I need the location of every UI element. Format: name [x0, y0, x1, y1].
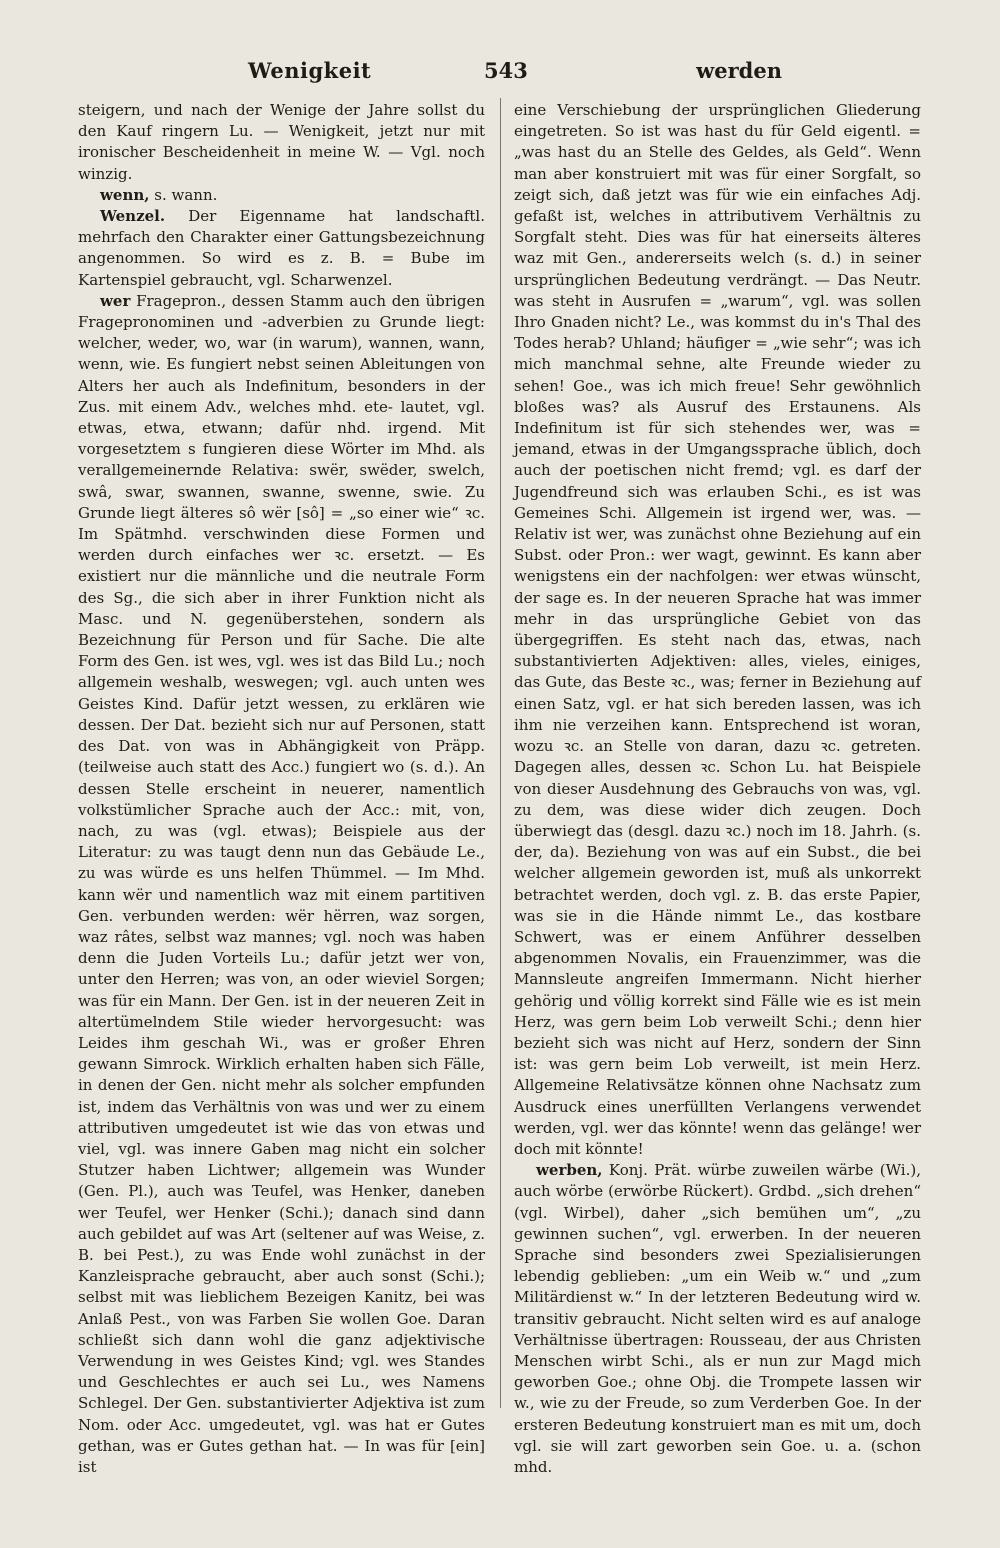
entry-lemma: werben,: [536, 1161, 603, 1180]
left-column: [78, 100, 485, 1476]
column-divider: [500, 98, 501, 1408]
entry-continuation: [78, 100, 485, 185]
entry-text: s. wann.: [149, 185, 218, 204]
header-left-word: Wenigkeit: [248, 58, 372, 83]
running-header: [78, 58, 922, 88]
header-right-word: werden: [696, 58, 782, 83]
entry-lemma: wenn,: [100, 185, 150, 204]
dictionary-entry: [78, 206, 485, 291]
entry-text: Fragepron., dessen Stamm auch den übrigen Fragepronominen und -adverbien zu Grunde liegt: welcher, weder, wo, war (in warum), wannen, wann, wenn, wie. Es fungiert nebst seinen Ableitungen von Alters her auch als Indefinitum, besonders in der Zus. mit einem Adv., welches mhd. ete- lautet, vgl. etwas, etwa, etwann; dafür nhd. irgend. Mit vorgesetztem s fungieren diese Wörter im Mhd. als verallgemeinernde Relativa: swër, swëder, swelch, swâ, swar, swannen, swanne, swenne, swie. Zu Grunde liegt älteres sô wër [sô] = „so einer wie“ ꝛc. Im Spätmhd. verschwinden diese Formen und werden durch einfaches wer ꝛc. ersetzt. — Es existiert nur die männliche und die neutrale Form des Sg., die sich aber in ihrer Funktion nicht als Masc. und N. gegenüberstehen, sondern als Bezeichnung für Person und für Sache. Die alte Form des Gen. ist wes, vgl. wes ist das Bild Lu.; noch allgemein weshalb, weswegen; vgl. auch unten wes Geistes Kind. Dafür jetzt wessen, zu erklären wie dessen. Der Dat. bezieht sich nur auf Personen, statt des Dat. von was in Abhängigkeit von Präpp. (teilweise auch statt des Acc.) fungiert wo (s. d.). An dessen Stelle erscheint in neuerer, namentlich volkstümlicher Sprache auch der Acc.: mit, von, nach, zu was (vgl. etwas); Beispiele aus der Literatur: zu was taugt denn nun das Gebäude Le., zu was würde es uns helfen Thümmel. — Im Mhd. kann wër und namentlich waz mit einem partitiven Gen. verbunden werden: wër hërren, waz sorgen, waz râtes, selbst waz mannes; vgl. noch was haben denn die Juden Vorteils Lu.; dafür jetzt wer von, unter den Herren; was von, an oder wieviel Sorgen; was für ein Mann. Der Gen. ist in der neueren Zeit in altertümelndem Stile wieder hervorgesucht: was Leides ihm geschah Wi., was er großer Ehren gewann Simrock. Wirklich erhalten haben sich Fälle, in denen der Gen. nicht mehr als solcher empfunden ist, indem das Verhältnis von was und wer zu einem attributiven umgedeutet ist wie das von etwas und viel, vgl. was innere Gaben mag nicht ein solcher Stutzer haben Lichtwer; allgemein was Wunder (Gen. Pl.), auch was Teufel, was Henker, daneben wer Teufel, wer Henker (Schi.); danach sind dann auch gebildet auf was Art (seltener auf was Weise, z. B. bei Pest.), zu was Ende wohl zunächst in der Kanzleisprache gebraucht, aber auch sonst (Schi.); selbst mit was lieblichem Bezeigen Kanitz, bei was Anlaß Pest., von was Farben Sie wollen Goe. Daran schließt sich dann wohl die ganz adjektivische Verwendung in wes Geistes Kind; vgl. wes Standes und Geschlechtes er auch sei Lu., wes Namens Schlegel. Der Gen. substantivierter Adjektiva ist zum Nom. oder Acc. umgedeutet, vgl. was hat er Gutes gethan, was er Gutes gethan hat. — In was für [ein] ist: [78, 291, 485, 1476]
entry-continuation: [514, 100, 921, 1160]
entry-lemma: wer: [100, 291, 131, 310]
entry-text: steigern, und nach der Wenige der Jahre sollst du den Kauf ringern Lu. — Wenigkeit, jetzt nur mit ironischer Bescheidenheit in meine W. — Vgl. noch winzig.: [78, 101, 485, 183]
right-column: [514, 100, 921, 1476]
dictionary-entry: [78, 185, 485, 206]
dictionary-entry: [514, 1160, 921, 1478]
entry-text: Konj. Prät. würbe zuweilen wärbe (Wi.), auch wörbe (erwörbe Rückert). Grdbd. „sich drehen“ (vgl. Wirbel), daher „sich bemühen um“, „zu gewinnen suchen“, vgl. erwerben. In der neueren Sprache sind besonders zwei Spezialisierungen lebendig geblieben: „um ein Weib w.“ und „zum Militärdienst w.“ In der letzteren Bedeutung wird w. transitiv gebraucht. Nicht selten wird es auf analoge Verhältnisse übertragen: Rousseau, der aus Christen Menschen wirbt Schi., als er nun zur Magd mich geworben Goe.; ohne Obj. die Trompete lassen wir w., wie zu der Freude, so zum Verderben Goe. In der ersteren Bedeutung konstruiert man es mit um, doch vgl. sie will zart geworben sein Goe. u. a. (schon mhd.: [514, 1161, 921, 1476]
entry-text: eine Verschiebung der ursprünglichen Gliederung eingetreten. So ist was hast du für Geld eigentl. = „was hast du an Stelle des Geldes, als Geld“. Wenn man aber konstruiert mit was für einer Sorgfalt, so zeigt sich, daß jetzt was für wie ein einfaches Adj. gefaßt ist, welches in attributivem Verhältnis zu Sorgfalt steht. Dies was für hat einerseits älteres waz mit Gen., andererseits welch (s. d.) in seiner ursprünglichen Bedeutung verdrängt. — Das Neutr. was steht in Ausrufen = „warum“, vgl. was sollen Ihro Gnaden nicht? Le., was kommst du in's Thal des Todes herab? Uhland; häufiger = „wie sehr“; was ich mich manchmal sehne, alte Freunde wieder zu sehen! Goe., was ich mich freue! Sehr gewöhnlich bloßes was? als Ausruf des Erstaunens. Als Indefinitum ist für sich stehendes wer, was = jemand, etwas in der Umgangssprache üblich, doch auch der poetischen nicht fremd; vgl. es darf der Jugendfreund sich was erlauben Schi., es ist was Gemeines Schi. Allgemein ist irgend wer, was. — Relativ ist wer, was zunächst ohne Beziehung auf ein Subst. oder Pron.: wer wagt, gewinnt. Es kann aber wenigstens ein der nachfolgen: wer etwas wünscht, der sage es. In der neueren Sprache hat was immer mehr in das ursprüngliche Gebiet von das übergegriffen. Es steht nach das, etwas, nach substantivierten Adjektiven: alles, vieles, einiges, das Gute, das Beste ꝛc., was; ferner in Beziehung auf einen Satz, vgl. er hat sich bereden lassen, was ich ihm nie verzeihen kann. Entsprechend ist woran, wozu ꝛc. an Stelle von daran, dazu ꝛc. getreten. Dagegen alles, dessen ꝛc. Schon Lu. hat Beispiele von dieser Ausdehnung des Gebrauchs von was, vgl. zu dem, was diese wider dich zeugen. Doch überwiegt das (desgl. dazu ꝛc.) noch im 18. Jahrh. (s. der, da). Beziehung von was auf ein Subst., die bei welcher allgemein geworden ist, muß als unkorrekt betrachtet werden, doch vgl. z. B. das erste Papier, was sie in die Hände nimmt Le., das kostbare Schwert, was er einem Anführer desselben abgenommen Novalis, ein Frauenzimmer, was die Mannsleute angreifen Immermann. Nicht hierher gehörig und völlig korrekt sind Fälle wie es ist mein Herz, was gern beim Lob verweilt Schi.; denn hier bezieht sich was nicht auf Herz, sondern der Sinn ist: was gern beim Lob verweilt, ist mein Herz. Allgemeine Relativsätze können ohne Nachsatz zum Ausdruck eines unerfüllten Verlangens verwendet werden, vgl. wer das könnte! wenn das gelänge! wer doch mit könnte!: [514, 101, 921, 1158]
entry-text: Der Eigenname hat landschaftl. mehrfach den Charakter einer Gattungsbezeichnung angenommen. So wird es z. B. = Bube im Kartenspiel gebraucht, vgl. Scharwenzel.: [78, 207, 485, 289]
dictionary-entry: [78, 291, 485, 1478]
page-number: 543: [484, 58, 528, 83]
entry-lemma: Wenzel.: [100, 207, 166, 226]
